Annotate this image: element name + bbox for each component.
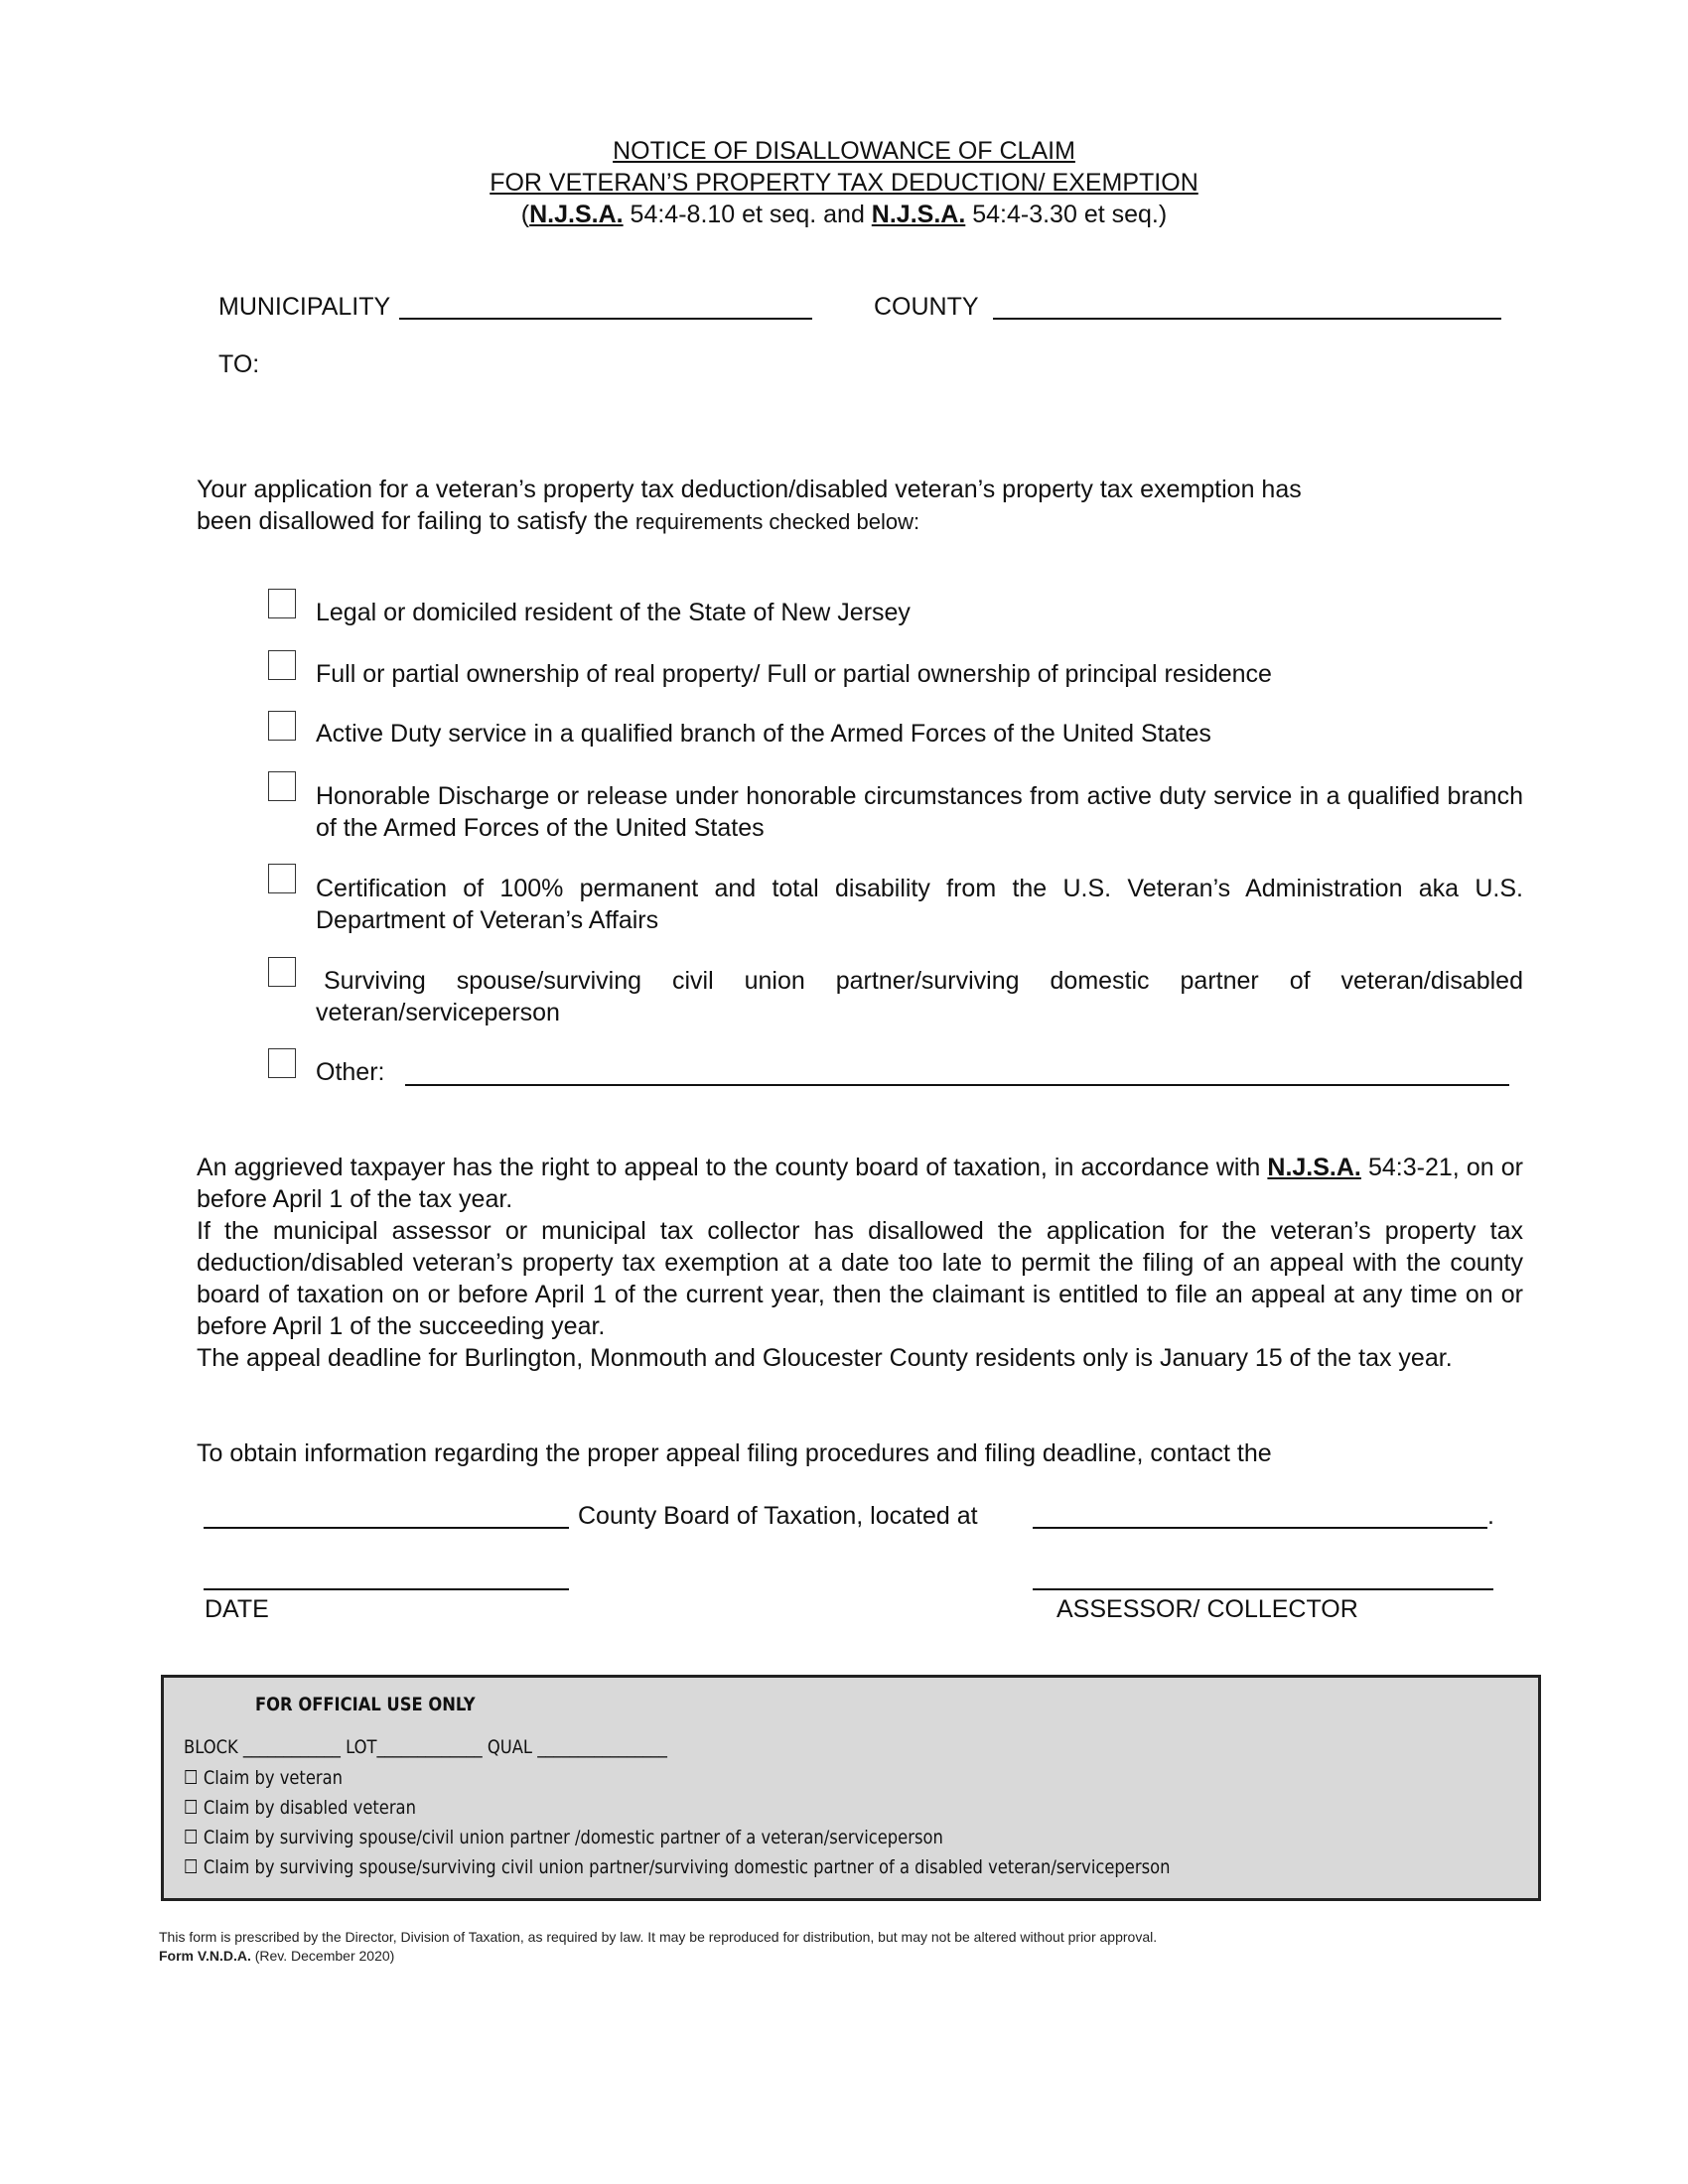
checkbox-ownership[interactable]	[268, 650, 296, 680]
form-title-citation	[0, 199, 1688, 230]
citation-njsa-1: N.J.S.A.	[529, 201, 624, 228]
appeal-text-1b: 54:3-21, on or before April 1 of the tax year.	[197, 1154, 1523, 1213]
footer-notice: This form is prescribed by the Director, Division of Taxation, as required by law. It may be reproduced for distribution, but may not be altered without prior approval.	[159, 1929, 1158, 1945]
requirement-disability-certification: Certification of 100% permanent and total disability from the U.S. Veteran’s Administration aka U.S. Department of Veteran’s Affairs	[316, 875, 1523, 934]
block-lot-qual-line[interactable]: BLOCK ____________ LOT_____________ QUAL ________________	[184, 1736, 667, 1758]
official-use-box	[161, 1675, 1541, 1901]
assessor-signature-field[interactable]	[1033, 1588, 1493, 1590]
citation-njsa-2: N.J.S.A.	[871, 201, 966, 228]
checkbox-active-duty[interactable]	[268, 711, 296, 741]
intro-line2a: been disallowed for failing to satisfy the	[197, 507, 635, 535]
intro-line2	[197, 505, 919, 538]
appeal-contact-text: To obtain information regarding the proper appeal filing procedures and filing deadline, contact the	[197, 1439, 1272, 1467]
checkbox-disability-certification[interactable]	[268, 864, 296, 893]
intro-line2b: requirements checked below:	[634, 509, 920, 534]
date-field[interactable]	[204, 1588, 569, 1590]
requirement-resident: Legal or domiciled resident of the State of New Jersey	[316, 599, 911, 626]
appeal-paragraph-3: The appeal deadline for Burlington, Monmouth and Gloucester County residents only is January 15 of the tax year.	[197, 1344, 1453, 1372]
citation-end: 54:4-3.30 et seq.)	[965, 201, 1168, 228]
requirement-honorable-discharge: Honorable Discharge or release under honorable circumstances from active duty service in a qualified branch of the Armed Forces of the United States	[316, 782, 1523, 842]
claim-by-surviving-partner-disabled[interactable]: ☐ Claim by surviving spouse/surviving civil union partner/surviving domestic partner of a disabled veteran/serviceperson	[184, 1856, 1171, 1878]
appeal-citation: N.J.S.A.	[1267, 1154, 1361, 1181]
checkbox-honorable-discharge[interactable]	[268, 771, 296, 801]
checkbox-resident[interactable]	[268, 589, 296, 618]
claim-by-surviving-partner[interactable]: ☐ Claim by surviving spouse/civil union partner /domestic partner of a veteran/serviceperson	[184, 1827, 943, 1848]
footer-revision: (Rev. December 2020)	[250, 1948, 395, 1964]
county-board-name-field[interactable]	[204, 1527, 569, 1529]
requirement-active-duty: Active Duty service in a qualified branch of the Armed Forces of the United States	[316, 720, 1211, 748]
checkbox-surviving-spouse[interactable]	[268, 957, 296, 987]
appeal-paragraph-2: If the municipal assessor or municipal tax collector has disallowed the application for the veteran’s property tax deduction/disabled veteran’s property tax exemption at a date too late to permit the filing of an appeal with the county board of taxation on or before April 1 of the current year, then the claimant is entitled to file an appeal at any time on or before April 1 of the succeeding year.	[197, 1217, 1523, 1340]
assessor-collector-label: ASSESSOR/ COLLECTOR	[1056, 1595, 1358, 1623]
county-field[interactable]	[993, 318, 1501, 320]
checkbox-other[interactable]	[268, 1048, 296, 1078]
official-use-title: FOR OFFICIAL USE ONLY	[255, 1694, 476, 1715]
requirement-other-label: Other:	[316, 1058, 385, 1086]
form-title-line2: FOR VETERAN’S PROPERTY TAX DEDUCTION/ EXEMPTION	[490, 169, 1198, 197]
claim-by-veteran[interactable]: ☐ Claim by veteran	[184, 1767, 343, 1789]
other-reason-field[interactable]	[405, 1084, 1509, 1086]
appeal-text-1a: An aggrieved taxpayer has the right to appeal to the county board of taxation, in accordance with	[197, 1154, 1268, 1181]
to-label: TO:	[218, 350, 260, 378]
date-label: DATE	[205, 1595, 269, 1623]
intro-line1: Your application for a veteran’s property tax deduction/disabled veteran’s property tax exemption has	[197, 476, 1302, 503]
citation-mid: 54:4-8.10 et seq. and	[623, 201, 872, 228]
footer-form-number: Form V.N.D.A.	[159, 1948, 251, 1964]
requirement-ownership: Full or partial ownership of real property/ Full or partial ownership of principal residence	[316, 660, 1272, 688]
requirement-surviving-spouse: Surviving spouse/surviving civil union partner/surviving domestic partner of veteran/disabled veteran/serviceperson	[316, 967, 1523, 1026]
county-board-period: .	[1487, 1502, 1494, 1530]
appeal-paragraph-1	[197, 1152, 1523, 1215]
citation-open: (	[520, 201, 530, 228]
county-board-address-field[interactable]	[1033, 1527, 1487, 1529]
county-board-label: County Board of Taxation, located at	[578, 1502, 978, 1530]
municipality-label: MUNICIPALITY	[218, 293, 391, 321]
form-title-line1: NOTICE OF DISALLOWANCE OF CLAIM	[613, 137, 1075, 165]
county-label: COUNTY	[874, 293, 979, 321]
claim-by-disabled-veteran[interactable]: ☐ Claim by disabled veteran	[184, 1797, 416, 1819]
footer-form-id	[159, 1947, 394, 1965]
municipality-field[interactable]	[399, 318, 812, 320]
